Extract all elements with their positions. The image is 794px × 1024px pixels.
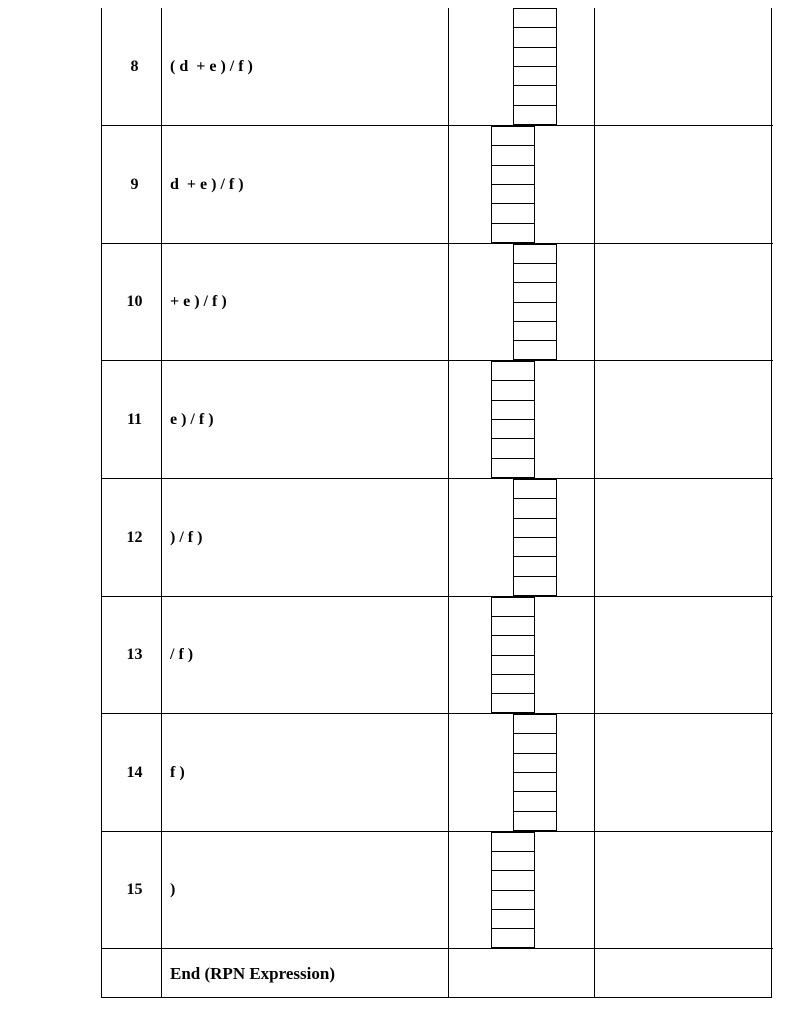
end-label: End (RPN Expression) [162, 949, 449, 998]
table-row [102, 597, 773, 714]
stack-cell [449, 8, 595, 125]
step-number: 14 [102, 714, 162, 831]
table-row [102, 479, 773, 597]
table-row [102, 361, 773, 479]
remaining-expression: e ) / f ) [162, 361, 449, 478]
remaining-expression: f ) [162, 714, 449, 831]
stack-cell [449, 244, 595, 360]
remaining-expression: d + e ) / f ) [162, 126, 449, 243]
output-cell[interactable] [595, 832, 773, 948]
step-number: 15 [102, 832, 162, 948]
step-number: 11 [102, 361, 162, 478]
remaining-expression: ( d + e ) / f ) [162, 8, 449, 125]
stack-cell [449, 714, 595, 831]
stack-diagram [491, 832, 535, 948]
rpn-worksheet-table [101, 8, 772, 998]
stack-diagram [491, 126, 535, 243]
step-number: 10 [102, 244, 162, 360]
output-cell[interactable] [595, 8, 773, 125]
stack-diagram [513, 8, 557, 125]
table-row [102, 244, 773, 361]
stack-cell [449, 361, 595, 478]
table-row [102, 126, 773, 244]
table-row [102, 8, 773, 126]
stack-cell [449, 479, 595, 596]
remaining-expression: / f ) [162, 597, 449, 713]
stack-diagram [513, 244, 557, 360]
remaining-expression: ) [162, 832, 449, 948]
step-number [102, 949, 162, 998]
stack-diagram [491, 361, 535, 478]
output-cell[interactable] [595, 714, 773, 831]
remaining-expression: + e ) / f ) [162, 244, 449, 360]
end-row [102, 949, 773, 998]
stack-cell [449, 597, 595, 713]
output-cell[interactable] [595, 361, 773, 478]
step-number: 9 [102, 126, 162, 243]
rpn-output-cell[interactable] [595, 949, 773, 998]
step-number: 13 [102, 597, 162, 713]
table-row [102, 714, 773, 832]
remaining-expression: ) / f ) [162, 479, 449, 596]
stack-cell [449, 832, 595, 948]
output-cell[interactable] [595, 244, 773, 360]
table-row [102, 832, 773, 949]
stack-diagram [513, 714, 557, 831]
output-cell[interactable] [595, 126, 773, 243]
stack-cell [449, 949, 595, 998]
step-number: 12 [102, 479, 162, 596]
output-cell[interactable] [595, 479, 773, 596]
output-cell[interactable] [595, 597, 773, 713]
stack-cell [449, 126, 595, 243]
step-number: 8 [102, 8, 162, 125]
stack-diagram [513, 479, 557, 596]
stack-diagram [491, 597, 535, 713]
